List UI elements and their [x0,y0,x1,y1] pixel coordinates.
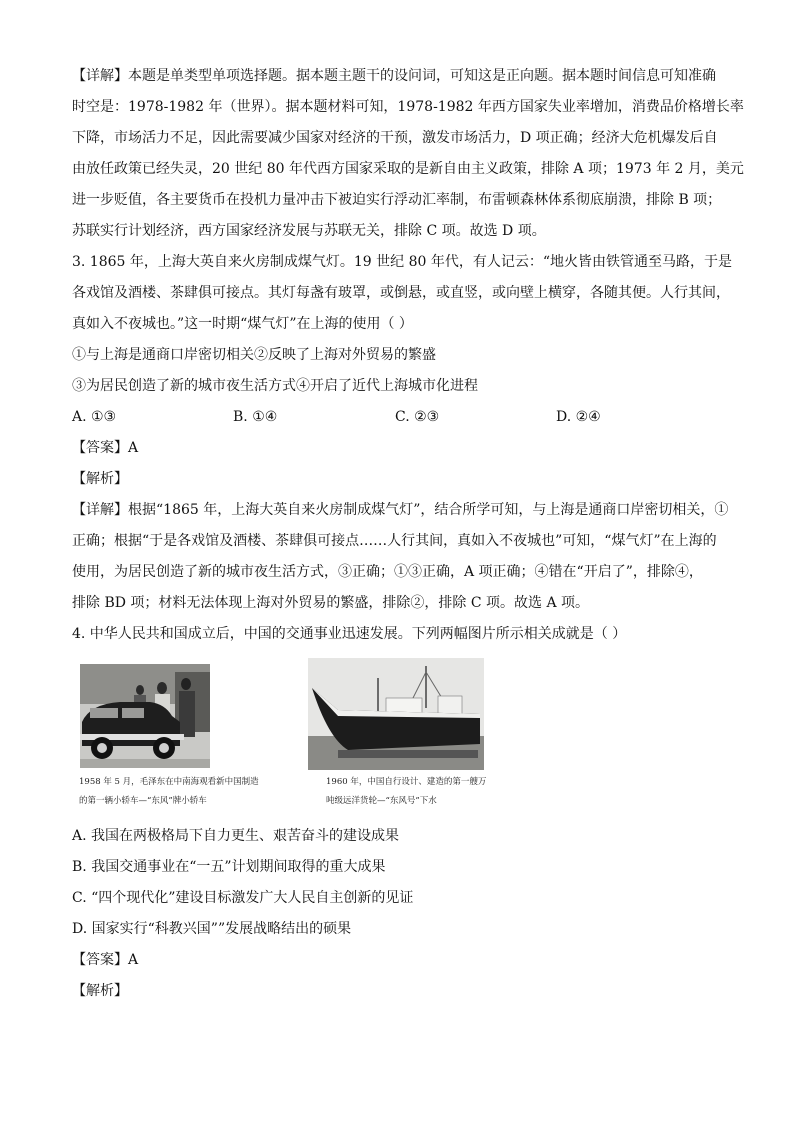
q3-stem-line-2: 各戏馆及酒楼、茶肆俱可接点。其灯每盏有玻罩，或倒悬，或直竖，或向壁上横穿，各随其便。人行其间， [72,285,730,301]
q3-option-a: A. ①③ [72,409,117,425]
q3-option-d: D. ②④ [556,409,601,425]
car-caption-line-2: 的第一辆小轿车—“东风”牌小轿车 [79,796,207,806]
detail-line-5: 进一步贬值，各主要货币在投机力量冲击下被迫实行浮动汇率制，布雷顿森林体系彻底崩溃，排除 B 项； [72,192,722,208]
q3-statement-line-2: ③为居民创造了新的城市夜生活方式④开启了近代上海城市化进程 [72,378,478,394]
q4-option-d: D. 国家实行“科教兴国””发展战略结出的硕果 [72,921,352,937]
detail-line-3: 下降，市场活力不足，因此需要减少国家对经济的干预，激发市场活力，D 项正确；经济大危机爆发后自 [72,130,718,146]
q4-option-a: A. 我国在两极格局下自力更生、艰苦奋斗的建设成果 [72,828,400,844]
detail-line-2: 时空是：1978-1982 年（世界）。据本题材料可知，1978-1982 年西方国家失业率增加，消费品价格增长率 [72,99,744,115]
q3-option-b: B. ①④ [233,409,278,425]
q3-analysis-heading: 【解析】 [72,471,128,487]
ship-photo [308,658,484,770]
car-photo [80,664,210,768]
q3-detail-line-3: 使用，为居民创造了新的城市夜生活方式，③正确；①③正确，A 项正确；④错在“开启了”，排除④， [72,564,703,580]
q3-detail-line-1: 【详解】根据“1865 年，上海大英自来火房制成煤气灯”，结合所学可知，与上海是通商口岸密切相关，① [72,502,729,518]
detail-line-6: 苏联实行计划经济，西方国家经济发展与苏联无关，排除 C 项。故选 D 项。 [72,223,546,239]
q4-answer: 【答案】A [72,952,139,968]
q3-answer: 【答案】A [72,440,139,456]
detail-line-4: 由放任政策已经失灵，20 世纪 80 年代西方国家采取的是新自由主义政策，排除 A 项；1973 年 2 月，美元 [72,161,744,177]
detail-line-1: 【详解】本题是单类型单项选择题。据本题主题干的设问词，可知这是正向题。据本题时间信息可知准确 [72,68,716,84]
q3-stem-line-1: 3. 1865 年，上海大英自来火房制成煤气灯。19 世纪 80 年代，有人记云：“地火皆由铁管通至马路，于是 [72,254,733,270]
ship-caption-line-1: 1960 年，中国自行设计、建造的第一艘万 [326,777,487,787]
q3-stem-line-3: 真如入不夜城也。”这一时期“煤气灯”在上海的使用（ ） [72,316,413,332]
q4-analysis-heading: 【解析】 [72,983,128,999]
q3-detail-line-4: 排除 BD 项；材料无法体现上海对外贸易的繁盛，排除②，排除 C 项。故选 A 项。 [72,595,590,611]
q3-option-c: C. ②③ [395,409,440,425]
q3-statement-line-1: ①与上海是通商口岸密切相关②反映了上海对外贸易的繁盛 [72,347,436,363]
q4-stem: 4. 中华人民共和国成立后，中国的交通事业迅速发展。下列两幅图片所示相关成就是（ ） [72,626,627,642]
q4-option-b: B. 我国交通事业在“一五”计划期间取得的重大成果 [72,859,386,875]
q4-option-c: C. “四个现代化”建设目标激发广大人民自主创新的见证 [72,890,414,906]
car-photo-image [80,664,210,768]
q3-detail-line-2: 正确；根据“于是各戏馆及酒楼、茶肆俱可接点……人行其间，真如入不夜城也”可知，“煤气灯”在上海的 [72,533,717,549]
ship-caption-line-2: 吨级远洋货轮—“东风号”下水 [326,796,437,806]
ship-photo-image [308,658,484,770]
car-caption-line-1: 1958 年 5 月，毛泽东在中南海观看新中国制造 [79,777,259,787]
